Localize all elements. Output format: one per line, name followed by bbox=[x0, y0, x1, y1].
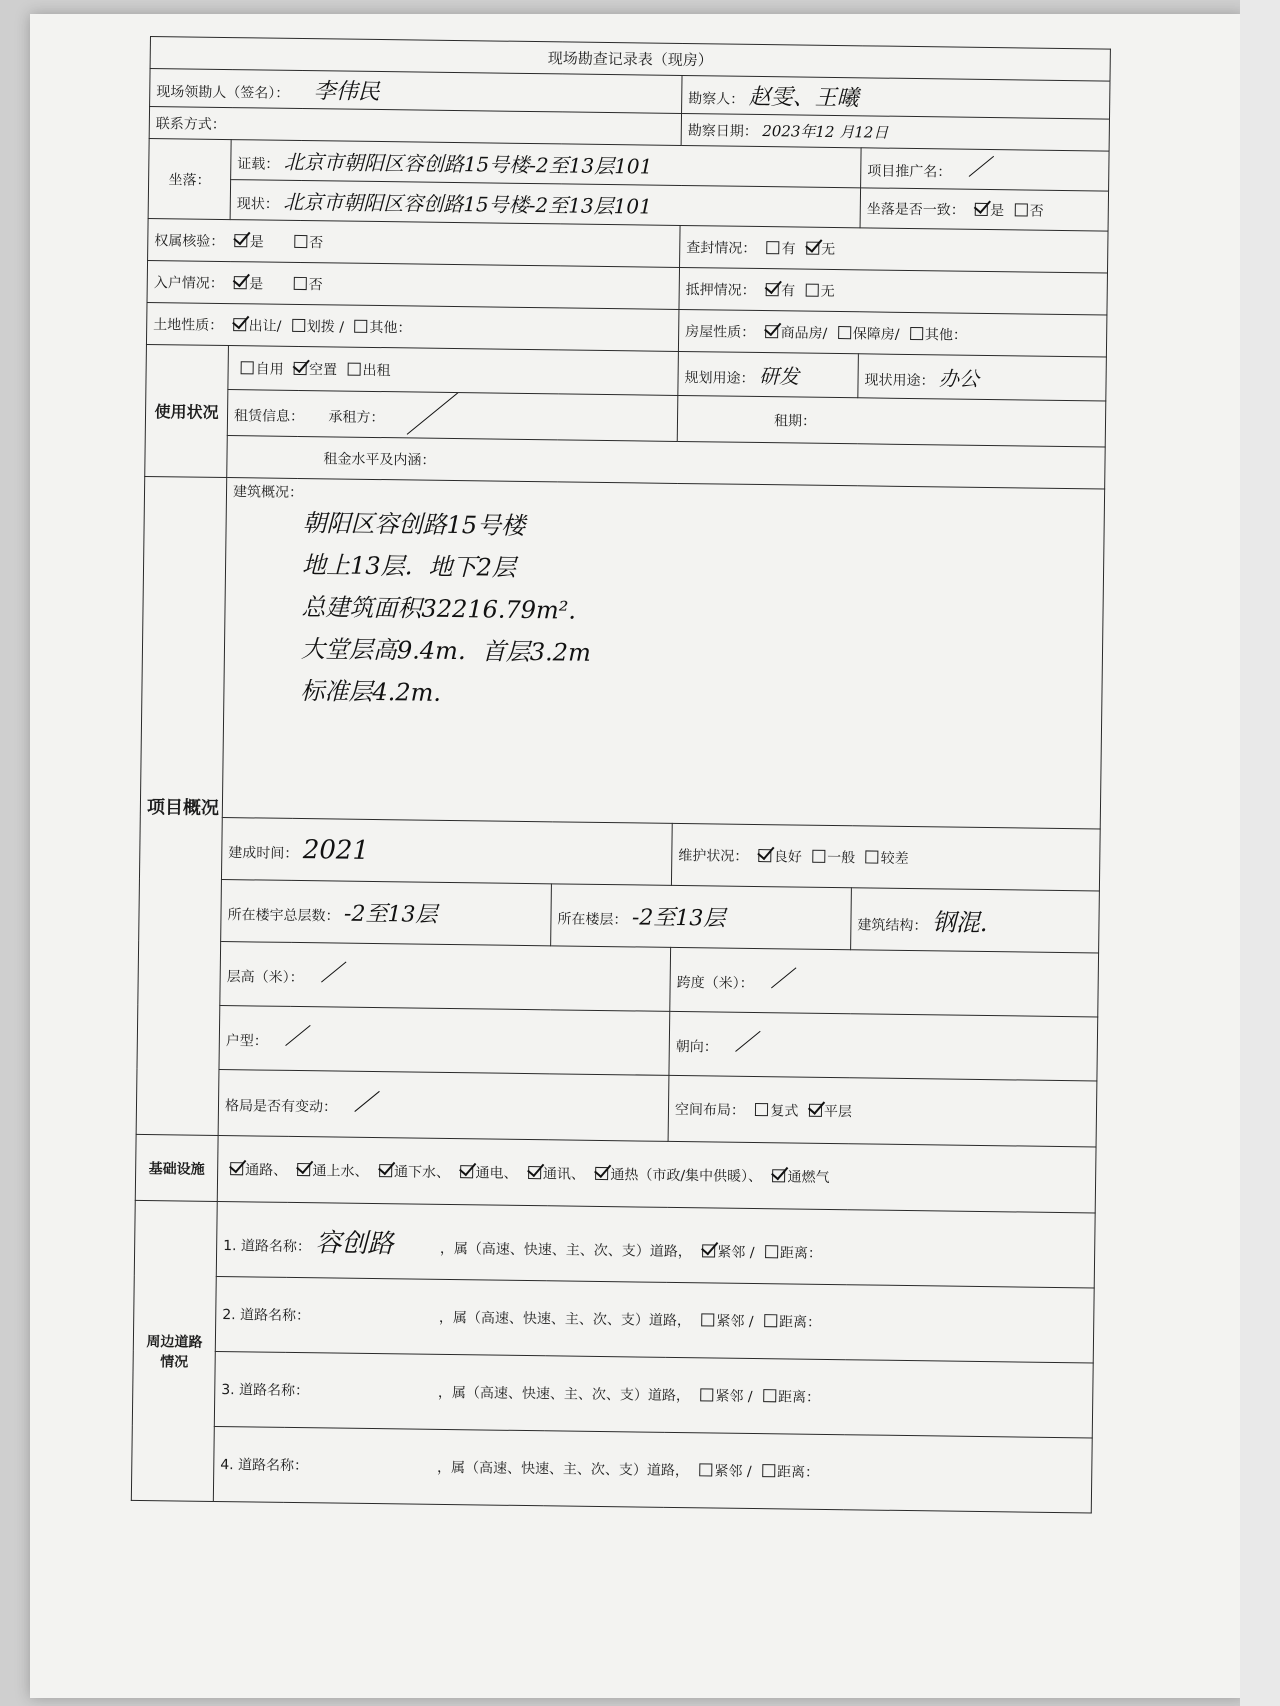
location-label: 坐落： bbox=[148, 138, 231, 219]
road-name[interactable]: 容创路 bbox=[315, 1227, 394, 1259]
tenant-label: 承租方： bbox=[328, 409, 385, 427]
surveyor-cell bbox=[682, 75, 1111, 119]
entry-yes-label: 是 bbox=[249, 275, 264, 293]
road-row-2 bbox=[215, 1276, 1094, 1362]
consistent-label: 坐落是否一致： bbox=[866, 200, 965, 219]
road-distance-label: 距离： bbox=[778, 1314, 822, 1331]
infra-item: 通电、 bbox=[475, 1164, 518, 1182]
road-distance-checkbox[interactable] bbox=[765, 1245, 778, 1258]
seizure-have-checkbox[interactable] bbox=[767, 241, 780, 254]
usage-rent-label: 出租 bbox=[362, 362, 391, 379]
form-title: 现场勘查记录表（现房） bbox=[150, 37, 1110, 82]
road-row-1 bbox=[216, 1201, 1095, 1287]
maint-normal-label: 一般 bbox=[827, 849, 856, 866]
road-adjacent-label: 紧邻 / bbox=[714, 1463, 752, 1480]
guide-signature[interactable]: 李伟民 bbox=[313, 79, 380, 106]
ownership-label: 权属核验： bbox=[154, 232, 225, 250]
road-distance-checkbox[interactable] bbox=[762, 1464, 775, 1477]
orient-cell bbox=[669, 1011, 1098, 1081]
project-label: 项目概况 bbox=[136, 476, 227, 1135]
entry-yes-checkbox[interactable] bbox=[234, 276, 247, 289]
usage-self-checkbox[interactable] bbox=[241, 361, 254, 374]
planned-use-cell bbox=[678, 351, 859, 397]
structure-value[interactable]: 钢混. bbox=[931, 908, 988, 938]
total-floors-label: 所在楼宇总层数： bbox=[227, 907, 340, 925]
surveyor-label: 勘察人： bbox=[688, 91, 745, 108]
unit-label: 户型： bbox=[225, 1033, 268, 1050]
date-label: 勘察日期： bbox=[687, 123, 758, 140]
entry-label: 入户情况： bbox=[153, 274, 224, 292]
consistent-no-checkbox[interactable] bbox=[1015, 203, 1028, 216]
entry-no-checkbox[interactable] bbox=[294, 276, 307, 289]
rent-label: 租金水平及内涵： bbox=[323, 450, 436, 469]
road-adjacent-checkbox[interactable] bbox=[701, 1313, 714, 1326]
road-type-text: ，属（高速、快速、主、次、支）道路， bbox=[438, 1309, 692, 1330]
infra-item: 通路、 bbox=[245, 1161, 288, 1179]
promo-label: 项目推广名： bbox=[867, 163, 952, 181]
ownership-cell bbox=[148, 218, 681, 267]
overview-cell bbox=[222, 478, 1104, 829]
infra-item: 通燃气 bbox=[787, 1168, 830, 1186]
house-opt1-checkbox[interactable] bbox=[766, 325, 779, 338]
floor-label: 所在楼层： bbox=[557, 911, 628, 929]
orient-label: 朝向： bbox=[675, 1038, 718, 1056]
consistent-no-label: 否 bbox=[1029, 203, 1044, 220]
mortgage-have-label: 有 bbox=[781, 282, 796, 299]
overview-label: 建筑概况： bbox=[232, 484, 304, 502]
roads-label: 周边道路情况 bbox=[131, 1200, 217, 1501]
infra-road-checkbox[interactable] bbox=[230, 1162, 243, 1175]
infra-item: 通上水、 bbox=[312, 1162, 369, 1180]
infra-water-supply-checkbox[interactable] bbox=[298, 1163, 311, 1176]
built-label: 建成时间： bbox=[228, 844, 299, 862]
infra-gas-checkbox[interactable] bbox=[772, 1169, 785, 1182]
road-distance-label: 距离： bbox=[777, 1389, 821, 1406]
road-adjacent-label: 紧邻 / bbox=[716, 1313, 754, 1331]
space-cell bbox=[668, 1075, 1097, 1147]
space-flat-label: 平层 bbox=[823, 1103, 852, 1120]
unit-cell bbox=[219, 1005, 670, 1075]
road-type-text: ，属（高速、快速、主、次、支）道路， bbox=[437, 1384, 691, 1405]
lease-label: 租赁信息： bbox=[233, 408, 305, 426]
road-name[interactable] bbox=[313, 1470, 433, 1472]
overview-line[interactable]: 总建筑面积32216.79m². bbox=[301, 593, 577, 625]
slash-mark bbox=[341, 1092, 381, 1113]
slash-mark bbox=[956, 157, 996, 178]
road-prefix: 1. 道路名称： bbox=[223, 1237, 312, 1255]
seizure-cell bbox=[680, 225, 1109, 273]
guide-label: 现场领勘人（签名）： bbox=[156, 84, 290, 102]
usage-label: 使用状况 bbox=[145, 344, 229, 477]
promo-cell bbox=[861, 148, 1110, 191]
usage-rent-checkbox[interactable] bbox=[347, 362, 360, 375]
land-opt1-label: 出让/ bbox=[248, 317, 282, 335]
infra-cell bbox=[217, 1135, 1096, 1212]
ownership-yes-checkbox[interactable] bbox=[235, 234, 248, 247]
infra-item: 通下水、 bbox=[393, 1163, 451, 1181]
road-distance-label: 距离： bbox=[779, 1244, 823, 1262]
maint-good-checkbox[interactable] bbox=[759, 849, 772, 862]
adjacent-page-edge bbox=[1240, 0, 1280, 1706]
maint-good-label: 良好 bbox=[773, 848, 802, 866]
consistent-yes-checkbox[interactable] bbox=[975, 202, 988, 215]
land-opt1-checkbox[interactable] bbox=[234, 318, 247, 331]
slash-mark bbox=[758, 968, 798, 989]
maint-poor-checkbox[interactable] bbox=[866, 850, 879, 863]
land-opt2-checkbox[interactable] bbox=[292, 318, 305, 331]
house-label: 房屋性质： bbox=[685, 323, 756, 341]
lease-cell bbox=[227, 390, 678, 442]
planned-use-value[interactable]: 研发 bbox=[758, 364, 800, 389]
form-table bbox=[131, 36, 1111, 1513]
usage-vacant-label: 空置 bbox=[308, 361, 338, 378]
entry-no-label: 否 bbox=[308, 276, 323, 293]
mortgage-cell bbox=[679, 267, 1108, 315]
usage-vacant-checkbox[interactable] bbox=[294, 361, 307, 374]
road-row-3 bbox=[214, 1351, 1093, 1437]
height-cell bbox=[220, 942, 671, 1012]
height-label: 层高（米）： bbox=[226, 969, 304, 987]
road-row-4 bbox=[213, 1426, 1092, 1512]
seizure-none-label: 无 bbox=[821, 241, 836, 258]
space-flat-checkbox[interactable] bbox=[809, 1103, 822, 1116]
maint-cell bbox=[671, 823, 1100, 891]
total-floors-value[interactable]: -2至13层 bbox=[343, 901, 438, 928]
planned-use-label: 规划用途： bbox=[684, 370, 755, 387]
house-opt3-checkbox[interactable] bbox=[910, 326, 923, 339]
seizure-label: 查封情况： bbox=[686, 239, 757, 257]
current-use-label: 现状用途： bbox=[864, 372, 935, 390]
road-distance-checkbox[interactable] bbox=[763, 1389, 776, 1402]
ownership-no-label: 否 bbox=[309, 234, 324, 251]
house-opt2-checkbox[interactable] bbox=[838, 326, 851, 339]
road-adjacent-label: 紧邻 / bbox=[715, 1388, 753, 1406]
slash-mark bbox=[722, 1032, 762, 1053]
maint-poor-label: 较差 bbox=[880, 850, 909, 867]
survey-form bbox=[131, 36, 1110, 1513]
current-address[interactable]: 北京市朝阳区容创路15号楼-2至13层101 bbox=[283, 189, 652, 219]
road-name[interactable] bbox=[313, 1395, 433, 1397]
road-name[interactable] bbox=[314, 1320, 434, 1322]
built-cell bbox=[221, 818, 672, 886]
mortgage-have-checkbox[interactable] bbox=[766, 283, 779, 296]
contact-label: 联系方式： bbox=[155, 115, 226, 133]
road-distance-label: 距离： bbox=[776, 1464, 820, 1481]
span-label: 跨度（米）： bbox=[676, 974, 754, 992]
consistent-yes-label: 是 bbox=[990, 202, 1005, 219]
infra-power-checkbox[interactable] bbox=[460, 1165, 473, 1178]
ownership-yes-label: 是 bbox=[249, 233, 264, 251]
mortgage-none-checkbox[interactable] bbox=[806, 283, 819, 296]
term-cell bbox=[677, 395, 1106, 447]
maint-normal-checkbox[interactable] bbox=[812, 849, 825, 862]
road-adjacent-checkbox[interactable] bbox=[702, 1244, 715, 1257]
land-cell bbox=[146, 302, 679, 351]
floor-cell bbox=[551, 884, 852, 950]
overview-line[interactable]: 大堂层高9.4m．首层3.2m bbox=[300, 635, 592, 667]
mortgage-label: 抵押情况： bbox=[685, 281, 756, 299]
land-opt3-label: 其他： bbox=[369, 319, 412, 336]
overview-line[interactable]: 标准层4.2m. bbox=[300, 677, 442, 707]
space-duplex-checkbox[interactable] bbox=[755, 1103, 768, 1116]
house-opt2-label: 保障房/ bbox=[852, 325, 900, 343]
total-floors-cell bbox=[221, 880, 552, 946]
change-cell bbox=[218, 1069, 669, 1141]
road-prefix: 3. 道路名称： bbox=[221, 1382, 310, 1400]
road-adjacent-label: 紧邻 / bbox=[717, 1244, 755, 1261]
space-label: 空间布局： bbox=[674, 1101, 746, 1119]
cert-address[interactable]: 北京市朝阳区容创路15号楼-2至13层101 bbox=[283, 149, 653, 179]
road-type-text: ，属（高速、快速、主、次、支）道路， bbox=[439, 1240, 692, 1260]
surveyor-signature[interactable]: 赵雯、王曦 bbox=[748, 84, 859, 112]
structure-label: 建筑结构： bbox=[857, 917, 928, 935]
road-type-text: ，属（高速、快速、主、次、支）道路， bbox=[436, 1459, 690, 1480]
maint-label: 维护状况： bbox=[678, 847, 749, 865]
slash-mark bbox=[308, 962, 348, 983]
span-cell bbox=[670, 947, 1099, 1017]
road-distance-checkbox[interactable] bbox=[764, 1314, 777, 1327]
built-value[interactable]: 2021 bbox=[302, 834, 370, 866]
road-adjacent-checkbox[interactable] bbox=[700, 1388, 713, 1401]
road-adjacent-checkbox[interactable] bbox=[699, 1463, 712, 1476]
usage-self-label: 自用 bbox=[255, 360, 284, 378]
infra-item: 通热（市政/集中供暖）、 bbox=[610, 1166, 763, 1185]
infra-drainage-checkbox[interactable] bbox=[379, 1164, 392, 1177]
road-prefix: 4. 道路名称： bbox=[220, 1457, 309, 1475]
infra-telecom-checkbox[interactable] bbox=[528, 1166, 541, 1179]
seizure-have-label: 有 bbox=[781, 240, 796, 257]
term-label: 租期： bbox=[773, 412, 817, 430]
overview-line[interactable]: 地上13层．地下2层 bbox=[301, 551, 517, 582]
structure-cell bbox=[851, 888, 1100, 953]
usage-options-cell bbox=[228, 346, 679, 396]
ownership-no-checkbox[interactable] bbox=[294, 234, 307, 247]
current-use-value[interactable]: 办公 bbox=[938, 366, 980, 391]
space-duplex-label: 复式 bbox=[770, 1102, 799, 1120]
consistent-cell bbox=[860, 188, 1109, 231]
land-label: 土地性质： bbox=[153, 316, 224, 334]
land-opt2-label: 划拨 / bbox=[306, 318, 345, 336]
entry-cell bbox=[147, 260, 680, 309]
house-cell bbox=[678, 309, 1107, 357]
road-prefix: 2. 道路名称： bbox=[222, 1307, 311, 1325]
slash-mark bbox=[272, 1026, 312, 1047]
house-opt1-label: 商品房/ bbox=[780, 324, 828, 342]
infra-heating-checkbox[interactable] bbox=[595, 1166, 608, 1179]
current-use-cell bbox=[858, 354, 1107, 401]
overview-line[interactable]: 朝阳区容创路15号楼 bbox=[302, 509, 526, 540]
floor-value[interactable]: -2至13层 bbox=[631, 905, 726, 932]
infra-item: 通讯、 bbox=[542, 1165, 586, 1183]
seizure-none-checkbox[interactable] bbox=[806, 241, 819, 254]
slash-mark bbox=[389, 402, 469, 423]
land-opt3-checkbox[interactable] bbox=[354, 319, 367, 332]
change-label: 格局是否有变动： bbox=[224, 1098, 338, 1116]
date-value[interactable]: 2023年12 月12日 bbox=[762, 122, 889, 142]
cert-label: 证载： bbox=[237, 156, 280, 173]
infra-label: 基础设施 bbox=[135, 1134, 218, 1201]
house-opt3-label: 其他： bbox=[924, 326, 968, 344]
current-address-label: 现状： bbox=[236, 196, 279, 213]
mortgage-none-label: 无 bbox=[820, 283, 835, 300]
